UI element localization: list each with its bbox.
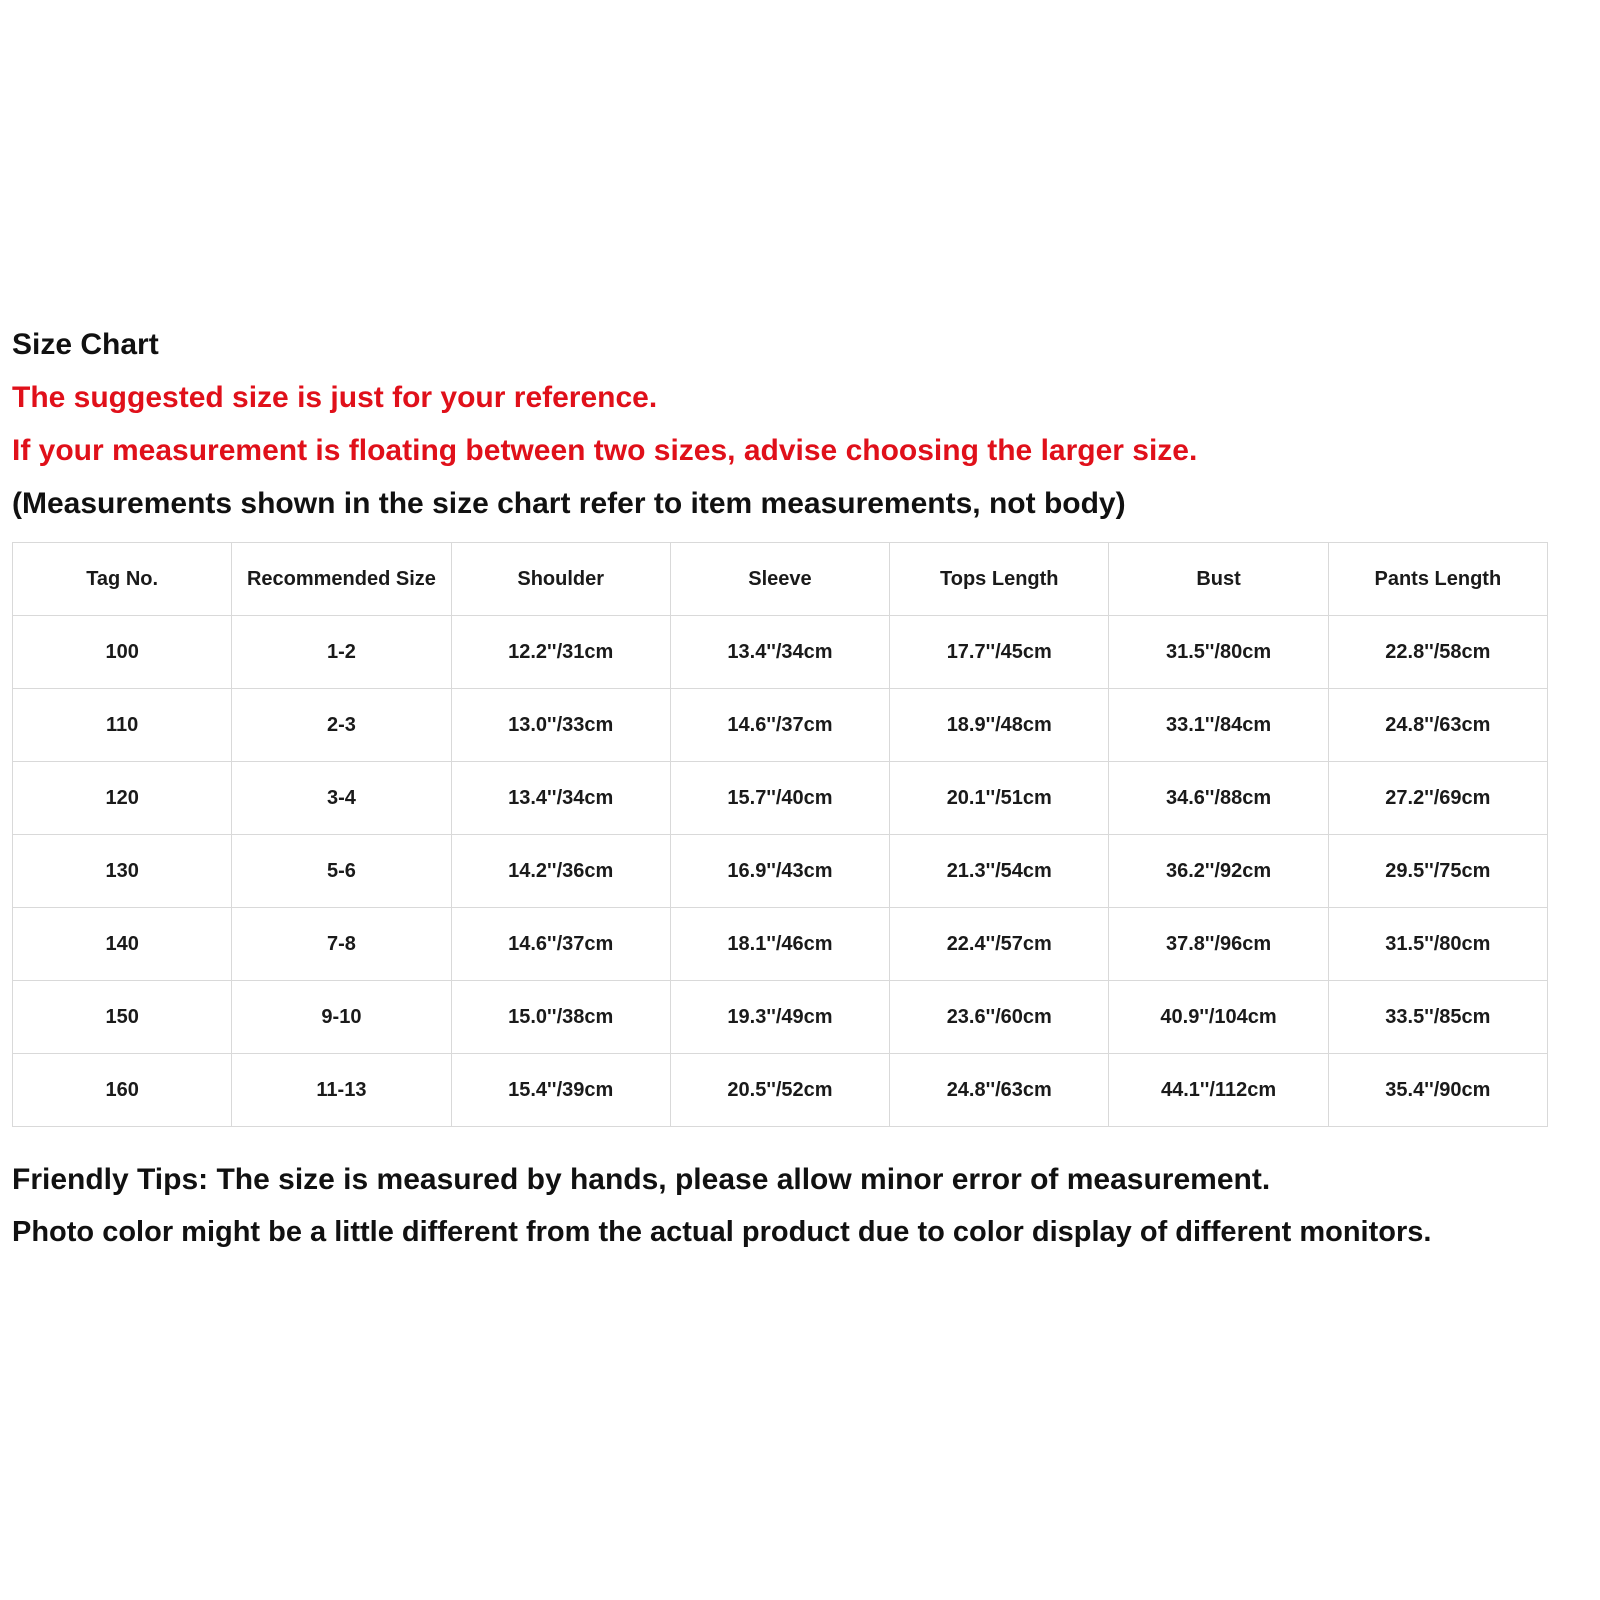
cell-sleeve: 13.4''/34cm — [670, 616, 889, 689]
cell-sleeve: 16.9''/43cm — [670, 835, 889, 908]
table-row — [13, 908, 1548, 981]
cell-tag-no: 100 — [13, 616, 232, 689]
table-row — [13, 616, 1548, 689]
cell-tag-no: 140 — [13, 908, 232, 981]
cell-tag-no: 120 — [13, 762, 232, 835]
cell-pants-length: 29.5''/75cm — [1328, 835, 1547, 908]
cell-tops-length: 20.1''/51cm — [890, 762, 1109, 835]
cell-pants-length: 24.8''/63cm — [1328, 689, 1547, 762]
friendly-tips: Friendly Tips: The size is measured by hands, please allow minor error of measurement. — [12, 1163, 1271, 1196]
cell-bust: 36.2''/92cm — [1109, 835, 1328, 908]
cell-sleeve: 14.6''/37cm — [670, 689, 889, 762]
cell-bust: 33.1''/84cm — [1109, 689, 1328, 762]
cell-tag-no: 150 — [13, 981, 232, 1054]
cell-tops-length: 22.4''/57cm — [890, 908, 1109, 981]
cell-shoulder: 13.0''/33cm — [451, 689, 670, 762]
col-header-pants-length: Pants Length — [1328, 543, 1547, 616]
cell-recommended-size: 2-3 — [232, 689, 451, 762]
cell-pants-length: 27.2''/69cm — [1328, 762, 1547, 835]
cell-bust: 31.5''/80cm — [1109, 616, 1328, 689]
cell-recommended-size: 7-8 — [232, 908, 451, 981]
cell-recommended-size: 9-10 — [232, 981, 451, 1054]
cell-pants-length: 22.8''/58cm — [1328, 616, 1547, 689]
col-header-tag-no: Tag No. — [13, 543, 232, 616]
cell-shoulder: 15.0''/38cm — [451, 981, 670, 1054]
cell-pants-length: 35.4''/90cm — [1328, 1054, 1547, 1127]
col-header-tops-length: Tops Length — [890, 543, 1109, 616]
cell-tops-length: 24.8''/63cm — [890, 1054, 1109, 1127]
cell-shoulder: 15.4''/39cm — [451, 1054, 670, 1127]
cell-pants-length: 33.5''/85cm — [1328, 981, 1547, 1054]
cell-sleeve: 18.1''/46cm — [670, 908, 889, 981]
table-header-row — [13, 543, 1548, 616]
cell-sleeve: 15.7''/40cm — [670, 762, 889, 835]
cell-shoulder: 13.4''/34cm — [451, 762, 670, 835]
cell-shoulder: 12.2''/31cm — [451, 616, 670, 689]
table-row — [13, 835, 1548, 908]
measurement-note: (Measurements shown in the size chart refer to item measurements, not body) — [12, 487, 1126, 520]
col-header-sleeve: Sleeve — [670, 543, 889, 616]
cell-sleeve: 20.5''/52cm — [670, 1054, 889, 1127]
cell-tops-length: 18.9''/48cm — [890, 689, 1109, 762]
cell-tops-length: 17.7''/45cm — [890, 616, 1109, 689]
cell-tag-no: 110 — [13, 689, 232, 762]
cell-bust: 34.6''/88cm — [1109, 762, 1328, 835]
cell-tag-no: 130 — [13, 835, 232, 908]
cell-bust: 40.9''/104cm — [1109, 981, 1328, 1054]
reference-note: The suggested size is just for your reference. — [12, 381, 658, 414]
size-table — [12, 542, 1548, 1127]
cell-shoulder: 14.6''/37cm — [451, 908, 670, 981]
cell-shoulder: 14.2''/36cm — [451, 835, 670, 908]
cell-tops-length: 21.3''/54cm — [890, 835, 1109, 908]
cell-recommended-size: 1-2 — [232, 616, 451, 689]
cell-recommended-size: 3-4 — [232, 762, 451, 835]
table-row — [13, 981, 1548, 1054]
photo-color-note: Photo color might be a little different from the actual product due to color display of different monitors. — [12, 1216, 1432, 1248]
table-row — [13, 689, 1548, 762]
col-header-recommended-size: Recommended Size — [232, 543, 451, 616]
cell-recommended-size: 5-6 — [232, 835, 451, 908]
cell-tag-no: 160 — [13, 1054, 232, 1127]
col-header-shoulder: Shoulder — [451, 543, 670, 616]
cell-tops-length: 23.6''/60cm — [890, 981, 1109, 1054]
cell-recommended-size: 11-13 — [232, 1054, 451, 1127]
table-row — [13, 1054, 1548, 1127]
floating-size-note: If your measurement is floating between two sizes, advise choosing the larger size. — [12, 434, 1198, 467]
cell-pants-length: 31.5''/80cm — [1328, 908, 1547, 981]
col-header-bust: Bust — [1109, 543, 1328, 616]
cell-bust: 37.8''/96cm — [1109, 908, 1328, 981]
cell-sleeve: 19.3''/49cm — [670, 981, 889, 1054]
page-title: Size Chart — [12, 328, 159, 361]
table-row — [13, 762, 1548, 835]
cell-bust: 44.1''/112cm — [1109, 1054, 1328, 1127]
